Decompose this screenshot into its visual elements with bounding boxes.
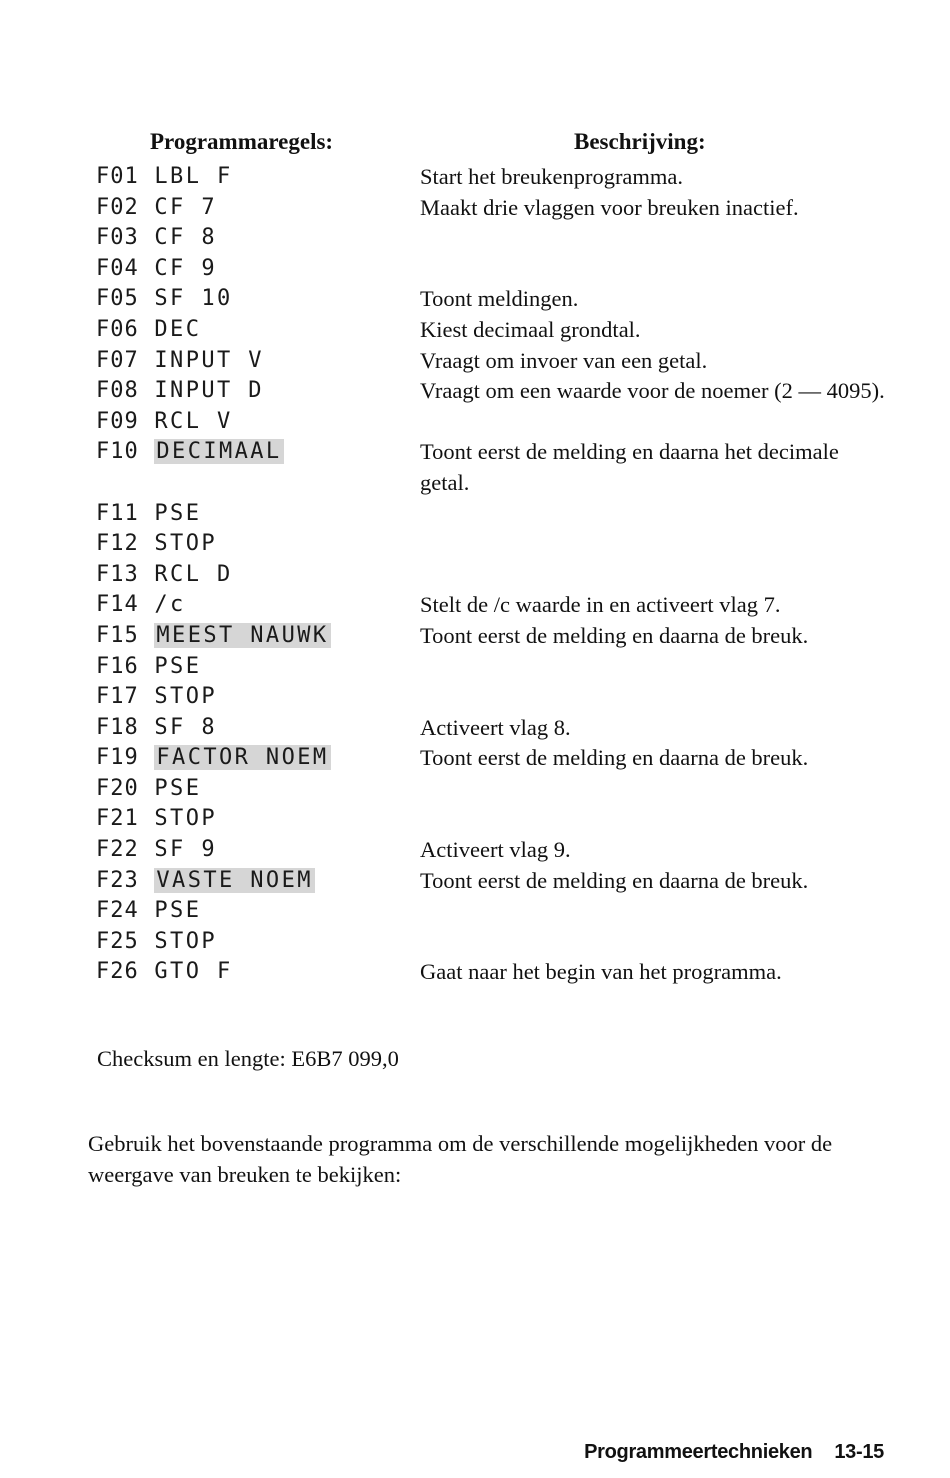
instruction: STOP bbox=[154, 684, 217, 710]
line-number: F08 bbox=[96, 378, 139, 404]
line-number: F26 bbox=[96, 959, 139, 985]
program-line-code bbox=[96, 652, 201, 683]
line-number: F03 bbox=[96, 225, 139, 251]
program-line-code bbox=[96, 499, 201, 530]
line-number: F07 bbox=[96, 347, 139, 373]
instruction: SF 9 bbox=[154, 837, 217, 863]
line-description: Activeert vlag 9. bbox=[420, 837, 571, 863]
line-number: F17 bbox=[96, 684, 139, 710]
program-line-code bbox=[96, 193, 217, 224]
program-row bbox=[0, 560, 950, 591]
line-number: F09 bbox=[96, 408, 139, 434]
line-number: F25 bbox=[96, 928, 139, 954]
instruction: PSE bbox=[154, 775, 202, 801]
instruction: PSE bbox=[154, 898, 202, 924]
instruction: DEC bbox=[154, 316, 202, 342]
program-listing bbox=[0, 162, 950, 988]
instruction: STOP bbox=[154, 806, 217, 832]
line-number: F21 bbox=[96, 806, 139, 832]
program-row bbox=[0, 376, 950, 407]
program-row bbox=[0, 346, 950, 377]
footer-page-number: 13-15 bbox=[834, 1441, 884, 1463]
instruction: LBL F bbox=[154, 164, 233, 189]
program-line-code bbox=[96, 866, 315, 897]
line-description: Toont eerst de melding en daarna de breuk. bbox=[420, 867, 809, 893]
program-line-code bbox=[96, 621, 331, 652]
program-row bbox=[0, 223, 950, 254]
instruction: GTO F bbox=[154, 959, 233, 985]
instruction: CF 8 bbox=[154, 225, 217, 251]
program-row bbox=[0, 529, 950, 560]
line-description: Toont eerst de melding en daarna de breuk. bbox=[420, 745, 809, 771]
program-row bbox=[0, 713, 950, 744]
line-description: Stelt de /c waarde in en activeert vlag 7. bbox=[420, 592, 781, 618]
line-description: Activeert vlag 8. bbox=[420, 714, 571, 740]
program-line-code bbox=[96, 254, 217, 285]
line-description: Kiest decimaal grondtal. bbox=[420, 316, 641, 342]
instruction: STOP bbox=[154, 928, 217, 954]
line-number: F14 bbox=[96, 592, 139, 618]
program-line-code bbox=[96, 560, 233, 591]
page-footer bbox=[584, 1441, 884, 1464]
program-row bbox=[0, 866, 950, 897]
program-line-code bbox=[96, 529, 217, 560]
program-line-code bbox=[96, 927, 217, 958]
line-description: Vraagt om een waarde voor de noemer (2 — 4095). bbox=[420, 378, 885, 404]
instruction: RCL D bbox=[154, 561, 233, 587]
instruction: STOP bbox=[154, 531, 217, 557]
program-line-code bbox=[96, 346, 264, 377]
instruction: PSE bbox=[154, 500, 202, 526]
program-line-code bbox=[96, 896, 201, 927]
instruction: SF 10 bbox=[154, 286, 233, 312]
line-number: F10 bbox=[96, 439, 139, 465]
program-row bbox=[0, 743, 950, 774]
program-row bbox=[0, 590, 950, 621]
program-line-code bbox=[96, 957, 233, 988]
program-row bbox=[0, 193, 950, 224]
line-number: F13 bbox=[96, 561, 139, 587]
program-line-code bbox=[96, 407, 233, 438]
program-row bbox=[0, 682, 950, 713]
line-description: Toont meldingen. bbox=[420, 286, 579, 312]
program-row bbox=[0, 621, 950, 652]
instruction: INPUT V bbox=[154, 347, 264, 373]
program-row bbox=[0, 652, 950, 683]
column-header-description: Beschrijving: bbox=[574, 129, 706, 154]
instruction-message: DECIMAAL bbox=[156, 439, 282, 465]
program-row bbox=[0, 437, 950, 498]
instruction: INPUT D bbox=[154, 378, 264, 404]
program-line-code bbox=[96, 162, 233, 193]
line-description: Gaat naar het begin van het programma. bbox=[420, 959, 782, 985]
line-number: F22 bbox=[96, 837, 139, 863]
program-line-code bbox=[96, 223, 217, 254]
instruction-message: VASTE NOEM bbox=[156, 867, 313, 893]
column-header-program-lines: Programmaregels: bbox=[150, 129, 334, 154]
line-description: Toont eerst de melding en daarna het decimale getal. bbox=[420, 439, 839, 495]
program-line-code bbox=[96, 437, 284, 468]
program-row bbox=[0, 499, 950, 530]
instruction: /c bbox=[154, 592, 186, 618]
line-number: F02 bbox=[96, 194, 139, 220]
program-row bbox=[0, 284, 950, 315]
line-number: F16 bbox=[96, 653, 139, 679]
instruction-message: MEEST NAUWK bbox=[156, 622, 329, 648]
program-line-code bbox=[96, 835, 217, 866]
line-number: F18 bbox=[96, 714, 139, 740]
program-row bbox=[0, 835, 950, 866]
line-number: F20 bbox=[96, 775, 139, 801]
program-line-code bbox=[96, 315, 201, 346]
program-line-code bbox=[96, 713, 217, 744]
program-line-code bbox=[96, 590, 186, 621]
footer-section-title: Programmeertechnieken bbox=[584, 1441, 813, 1463]
body-paragraph: Gebruik het bovenstaande programma om de verschillende mogelijkheden voor de weergave van breuken te bekijken: bbox=[88, 1131, 833, 1187]
line-number: F15 bbox=[96, 622, 139, 648]
program-line-code bbox=[96, 774, 201, 805]
line-number: F04 bbox=[96, 255, 139, 281]
line-number: F05 bbox=[96, 286, 139, 312]
line-description: Start het breukenprogramma. bbox=[420, 164, 684, 189]
instruction: SF 8 bbox=[154, 714, 217, 740]
program-line-code bbox=[96, 804, 217, 835]
program-row bbox=[0, 407, 950, 438]
program-row bbox=[0, 927, 950, 958]
instruction: CF 9 bbox=[154, 255, 217, 281]
program-line-code bbox=[96, 743, 331, 774]
program-line-code bbox=[96, 376, 264, 407]
line-description: Maakt drie vlaggen voor breuken inactief. bbox=[420, 194, 799, 220]
instruction-message: FACTOR NOEM bbox=[156, 745, 329, 771]
program-row bbox=[0, 804, 950, 835]
program-row bbox=[0, 896, 950, 927]
program-row bbox=[0, 315, 950, 346]
program-line-code bbox=[96, 284, 233, 315]
line-number: F24 bbox=[96, 898, 139, 924]
instruction: RCL V bbox=[154, 408, 233, 434]
program-line-code bbox=[96, 682, 217, 713]
line-description: Vraagt om invoer van een getal. bbox=[420, 347, 708, 373]
instruction: PSE bbox=[154, 653, 202, 679]
line-number: F19 bbox=[96, 745, 139, 771]
program-row bbox=[0, 774, 950, 805]
line-number: F23 bbox=[96, 867, 139, 893]
instruction: CF 7 bbox=[154, 194, 217, 220]
line-number: F01 bbox=[96, 164, 139, 189]
program-row bbox=[0, 957, 950, 988]
line-description: Toont eerst de melding en daarna de breuk. bbox=[420, 622, 809, 648]
program-row bbox=[0, 254, 950, 285]
line-number: F12 bbox=[96, 531, 139, 557]
checksum-line: Checksum en lengte: E6B7 099,0 bbox=[97, 1046, 399, 1071]
program-row bbox=[0, 162, 950, 193]
line-number: F11 bbox=[96, 500, 139, 526]
line-number: F06 bbox=[96, 316, 139, 342]
